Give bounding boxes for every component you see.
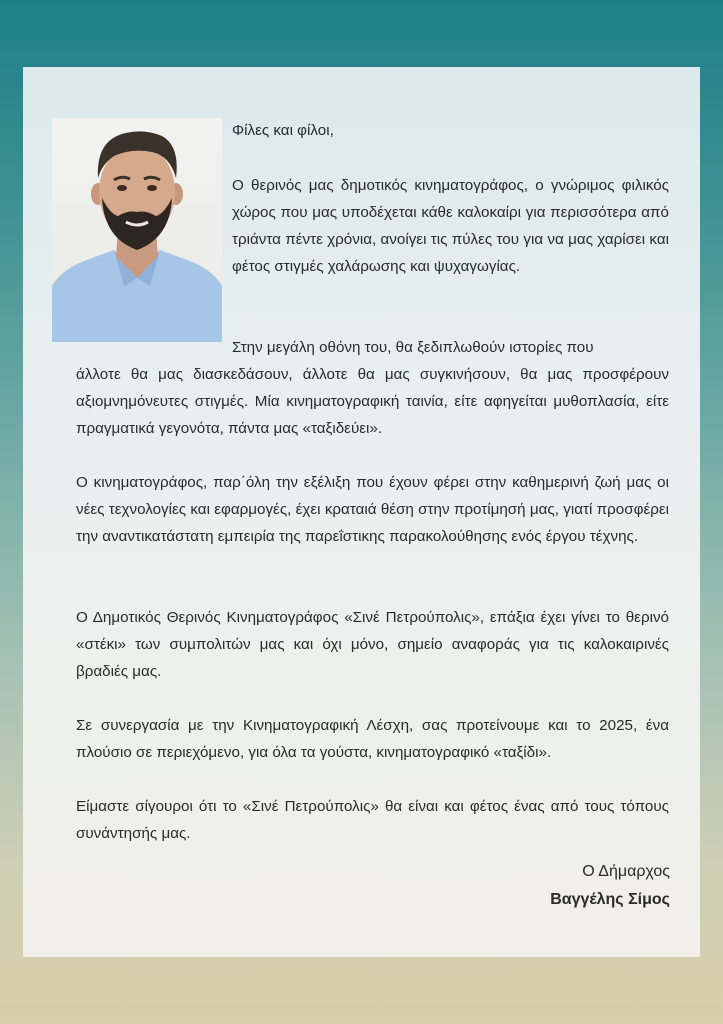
mayor-portrait-photo bbox=[52, 118, 222, 342]
letter-paragraph-3: Ο κινηματογράφος, παρ΄όλη την εξέλιξη που έχουν φέρει στην καθημερινή ζωή μας οι νέες τεχνολογίες και εφαρμογές, έχει κραταιά θέση στην προτίμησή μας, γιατί προσφέρει την αναντικατάστατη εμπειρία της παρεΐστικης παρακολούθησης ενός έργου τέχνης. bbox=[76, 474, 669, 545]
letter-paragraph-4: Ο Δημοτικός Θερινός Κινηματογράφος «Σινέ Πετρούπολις», επάξια έχει γίνει το θερινό «στέκι» των συμπολιτών μας και όχι μόνο, σημείο αναφοράς για τις καλοκαιρινές βραδιές μας. bbox=[76, 609, 669, 680]
signature-name: Βαγγέλης Σίμος bbox=[550, 891, 670, 908]
signature-title: Ο Δήμαρχος bbox=[582, 863, 670, 880]
letter-paragraph-5: Σε συνεργασία με την Κινηματογραφική Λέσχη, σας προτείνουμε και το 2025, ένα πλούσιο σε περιεχόμενο, για όλα τα γούστα, κινηματογραφικό «ταξίδι». bbox=[76, 717, 669, 761]
letter-paragraph-6: Είμαστε σίγουροι ότι το «Σινέ Πετρούπολις» θα είναι και φέτος ένας από τους τόπους συνάντησής μας. bbox=[76, 798, 669, 842]
letter-paragraph-2-first-line: Στην μεγάλη οθόνη του, θα ξεδιπλωθούν ιστορίες που bbox=[232, 339, 594, 356]
signature-block bbox=[550, 858, 670, 914]
letter-paragraph-1: Ο θερινός μας δημοτικός κινηματογράφος, ο γνώριμος φιλικός χώρος που μας υποδέχεται κάθε καλοκαίρι για περισσότερα από τριάντα πέντε χρόνια, ανοίγει τις πύλες του για να μας χαρίσει και φέτος στιγμές χαλάρωσης και ψυχαγωγίας. bbox=[232, 177, 669, 275]
letter-paragraph-2: άλλοτε θα μας διασκεδάσουν, άλλοτε θα μας συγκινήσουν, θα μας προσφέρουν αξιομνημόνευτες στιγμές. Μία κινηματογραφική ταινία, είτε αφηγείται μυθοπλασία, είτε πραγματικά γεγονότα, πάντα μας «ταξιδεύει». bbox=[76, 366, 669, 437]
letter-greeting: Φίλες και φίλοι, bbox=[232, 122, 334, 139]
